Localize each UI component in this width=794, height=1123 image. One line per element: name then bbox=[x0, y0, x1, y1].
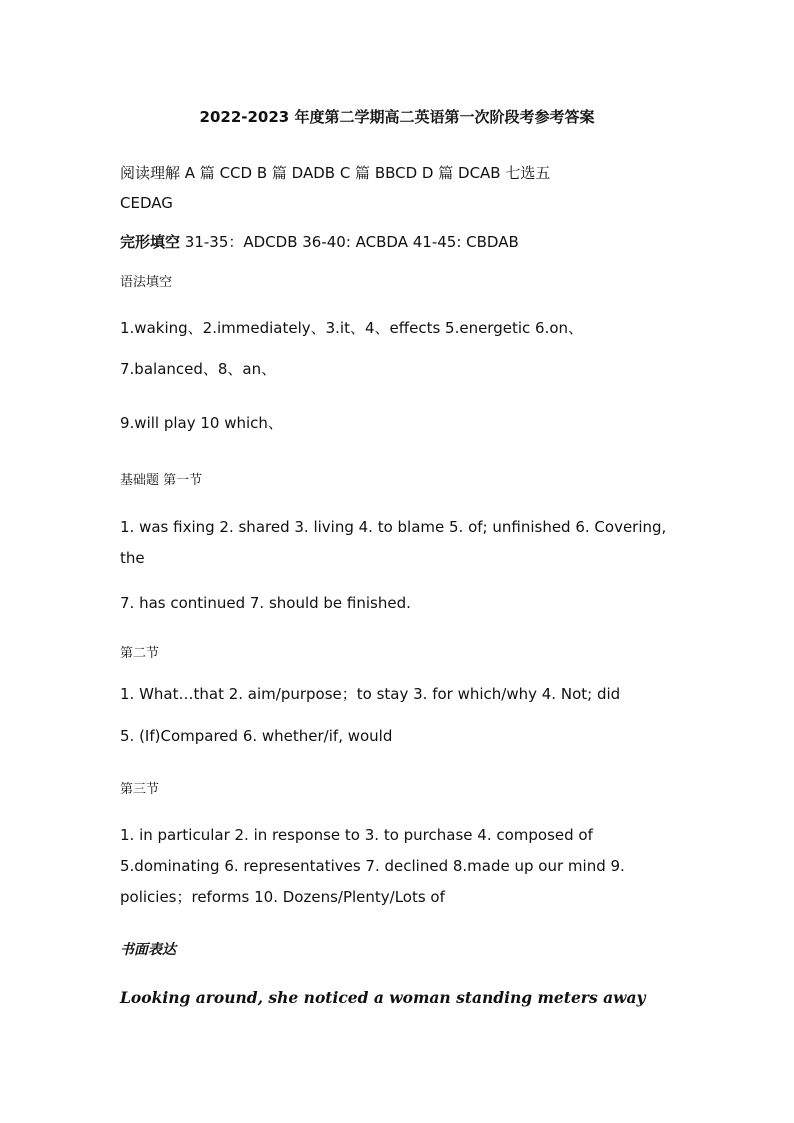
writing-heading: 书面表达 bbox=[120, 942, 176, 958]
basic-heading: 基础题 第一节 bbox=[120, 473, 203, 488]
cloze-answers bbox=[120, 231, 519, 252]
section2-heading: 第二节 bbox=[120, 646, 160, 661]
basic-line-2: 7. has continued 7. should be finished. bbox=[120, 594, 411, 612]
reading-answers-line-1: 阅读理解 A 篇 CCD B 篇 DADB C 篇 BBCD D 篇 DCAB 七选五 bbox=[120, 164, 551, 182]
writing-sentence: Looking around, she noticed a woman standing meters away bbox=[120, 988, 646, 1007]
cloze-label: 完形填空 bbox=[120, 233, 181, 251]
page-title: 2022-2023 年度第二学期高二英语第一次阶段考参考答案 bbox=[199, 108, 595, 126]
grammar-line-1: 1.waking、2.immediately、3.it、4、effects 5.energetic 6.on、 bbox=[120, 319, 584, 337]
basic-line-1: 1. was fixing 2. shared 3. living 4. to blame 5. of; unfinished 6. Covering, the bbox=[120, 518, 667, 567]
section2-line-1: 1. What…that 2. aim/purpose；to stay 3. for which/why 4. Not; did bbox=[120, 685, 621, 703]
grammar-line-3: 9.will play 10 which、 bbox=[120, 414, 283, 432]
section3-heading: 第三节 bbox=[120, 782, 160, 797]
grammar-heading: 语法填空 bbox=[120, 275, 173, 290]
section3-answers: 1. in particular 2. in response to 3. to purchase 4. composed of 5.dominating 6. representatives 7. declined 8.made up our mind 9. policies；reforms 10. Dozens/Plenty/Lots of bbox=[120, 826, 625, 906]
section2-line-2: 5. (If)Compared 6. whether/if, would bbox=[120, 727, 393, 745]
reading-answers-line-2: CEDAG bbox=[120, 194, 173, 212]
cloze-answers-text: 31-35：ADCDB 36-40: ACBDA 41-45: CBDAB bbox=[180, 233, 519, 251]
grammar-line-2: 7.balanced、8、an、 bbox=[120, 360, 277, 378]
